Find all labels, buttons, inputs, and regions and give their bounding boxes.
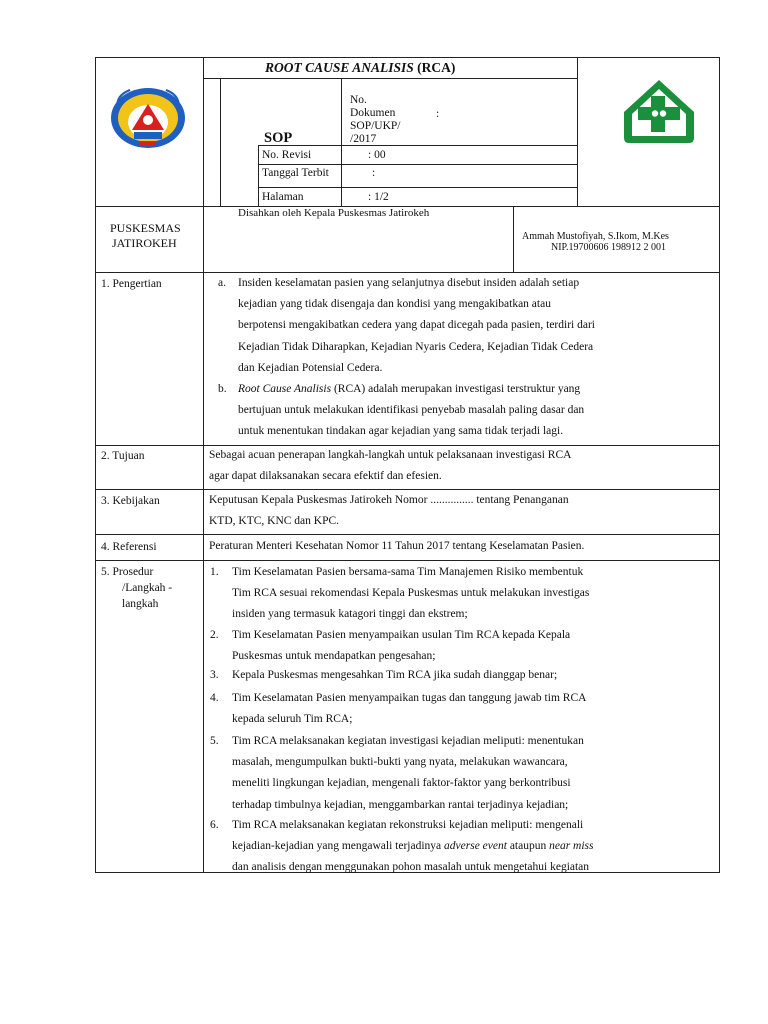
label-tujuan: 2. Tujuan [101,450,145,462]
step-3-number: 3. [210,669,219,681]
step-5-text: Tim RCA melaksanakan kegiatan investigasi kejadian meliputi: menentukan masalah, mengumpulkan bukti-bukti yang nyata, melakukan wawancara, meneliti lingkungan kejadian, mengenali faktor-faktor yang berkontribusi terhadap timbulnya kejadian, menggambarkan rantai terjadinya kejadian; [232,735,584,811]
puskesmas-logo [618,76,700,146]
emblem-icon [104,82,192,152]
doc-no-colon: : [436,108,440,120]
title-rca: (RCA) [417,60,456,75]
step-5-number: 5. [210,735,219,747]
kebijakan-text: Keputusan Kepala Puskesmas Jatirokeh Nomor ............... tentang Penanganan KTD, KTC, KNC dan KPC. [209,494,569,528]
label-referensi: 4. Referensi [101,541,157,553]
step-1-number: 1. [210,566,219,578]
revision-label: No. Revisi [262,149,312,161]
pengertian-a-text: Insiden keselamatan pasien yang selanjutnya disebut insiden adalah setiap kejadian yang tidak disengaja dan kondisi yang mengakibatkan atau berpotensi mengakibatkan cedera yang dapat dicegah pada pasien, terdiri dari Kejadian Tidak Diharapkan, Kejadian Nyaris Cedera, Kejadian Tidak Cedera dan Kejadian Potensial Cedera. [238,277,595,374]
tujuan-text: Sebagai acuan penerapan langkah-langkah untuk pelaksanaan investigasi RCA agar dapat dilaksanakan secara efektif dan efesien. [209,449,572,483]
label-prosedur-1: 5. Prosedur [101,566,154,578]
doc-no-label: No. Dokumen [350,94,396,119]
doc-no-value-1: SOP/UKP/ [350,120,401,132]
revision-value: : 00 [368,149,386,161]
step-6-number: 6. [210,819,219,831]
signer-name: Ammah Mustofiyah, S.Ikom, M.Kes [522,231,669,242]
step-4-text: Tim Keselamatan Pasien menyampaikan tugas dan tanggung jawab tim RCA kepada seluruh Tim RCA; [232,692,587,726]
step-2-text: Tim Keselamatan Pasien menyampaikan usulan Tim RCA kepada Kepala Puskesmas untuk mendapatkan pengesahan; [232,629,571,663]
date-label: Tanggal Terbit [262,167,329,179]
page-value: : 1/2 [368,191,389,203]
approval-text: Disahkan oleh Kepala Puskesmas Jatirokeh [238,207,430,219]
org-name-2: JATIROKEH [112,236,177,250]
sop-label: SOP [264,130,293,146]
step-4-number: 4. [210,692,219,704]
regional-emblem-logo [104,82,192,152]
step-2-number: 2. [210,629,219,641]
label-prosedur-3: langkah [122,598,159,610]
page-label: Halaman [262,191,304,203]
signer-nip: NIP.19700606 198912 2 001 [551,242,667,253]
step-1-text: Tim Keselamatan Pasien bersama-sama Tim Manajemen Risiko membentuk Tim RCA sesuai rekomendasi Kepala Puskesmas untuk melakukan investigas insiden yang termasuk katagori tinggi dan ekstrem; [232,566,590,621]
date-value: : [372,167,376,179]
label-pengertian: 1. Pengertian [101,278,162,290]
pengertian-b-marker: b. [218,383,227,395]
label-kebijakan: 3. Kebijakan [101,495,160,507]
doc-no-value-2: /2017 [350,133,377,145]
puskesmas-cross-icon [618,76,700,146]
org-name-1: PUSKESMAS [110,221,181,235]
title-italic: ROOT CAUSE ANALISIS [265,60,414,75]
pengertian-a-marker: a. [218,277,226,289]
pengertian-b-text: Root Cause Analisis (RCA) adalah merupakan investigasi terstruktur yang bertujuan untuk melakukan identifikasi penyebab masalah paling dasar dan untuk menentukan tindakan agar kejadian yang sama tidak terjadi lagi. [238,383,585,438]
referensi-text: Peraturan Menteri Kesehatan Nomor 11 Tahun 2017 tentang Keselamatan Pasien. [209,540,585,552]
step-6-text: Tim RCA melaksanakan kegiatan rekonstruksi kejadian meliputi: mengenali kejadian-kejadian yang mengawali terjadinya adverse event ataupun near miss dan analisis dengan menggunakan pohon masalah untuk mengetahui kegiatan [232,819,594,874]
step-3-text: Kepala Puskesmas mengesahkan Tim RCA jika sudah dianggap benar; [232,669,558,681]
label-prosedur-2: /Langkah - [122,582,173,594]
document-title [265,60,455,76]
